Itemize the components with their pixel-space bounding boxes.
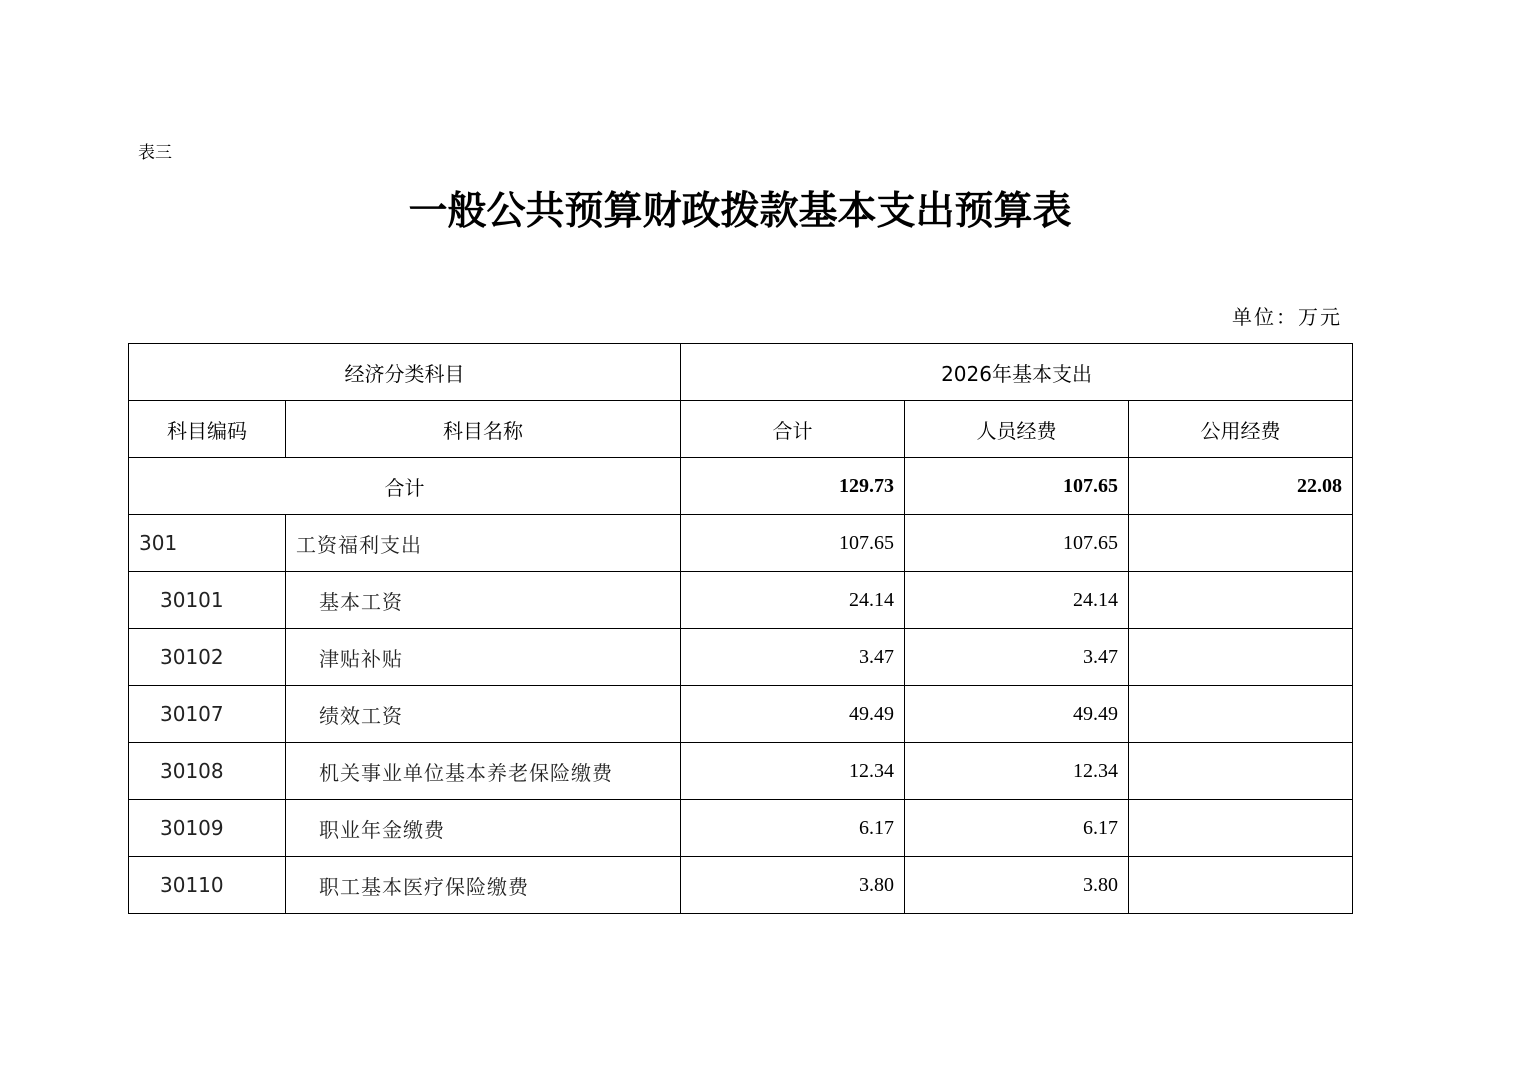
table-row xyxy=(129,572,1353,629)
header-total: 合计 xyxy=(681,401,905,458)
header-public-expense: 公用经费 xyxy=(1129,401,1353,458)
row-personnel: 24.14 xyxy=(905,572,1129,629)
row-total: 12.34 xyxy=(681,743,905,800)
row-public xyxy=(1129,572,1353,629)
row-total: 6.17 xyxy=(681,800,905,857)
table-row xyxy=(129,743,1353,800)
row-public xyxy=(1129,857,1353,914)
row-personnel: 3.47 xyxy=(905,629,1129,686)
row-personnel: 49.49 xyxy=(905,686,1129,743)
table-label: 表三 xyxy=(138,143,172,163)
header-group-row xyxy=(129,344,1353,401)
header-basic-expenditure-2026: 2026年基本支出 xyxy=(681,344,1353,401)
table-row xyxy=(129,629,1353,686)
row-name: 工资福利支出 xyxy=(286,515,681,572)
row-total: 3.47 xyxy=(681,629,905,686)
row-code: 30108 xyxy=(129,743,286,800)
row-code: 30110 xyxy=(129,857,286,914)
row-public xyxy=(1129,686,1353,743)
header-subject-name: 科目名称 xyxy=(286,401,681,458)
row-name: 机关事业单位基本养老保险缴费 xyxy=(286,743,681,800)
row-public xyxy=(1129,800,1353,857)
row-personnel: 12.34 xyxy=(905,743,1129,800)
row-code: 301 xyxy=(129,515,286,572)
row-name: 基本工资 xyxy=(286,572,681,629)
header-column-row xyxy=(129,401,1353,458)
total-row-personnel: 107.65 xyxy=(905,458,1129,515)
row-total: 3.80 xyxy=(681,857,905,914)
row-total: 49.49 xyxy=(681,686,905,743)
budget-table xyxy=(128,343,1353,914)
row-code: 30109 xyxy=(129,800,286,857)
row-public xyxy=(1129,515,1353,572)
row-public xyxy=(1129,629,1353,686)
row-personnel: 3.80 xyxy=(905,857,1129,914)
row-code: 30107 xyxy=(129,686,286,743)
row-code: 30102 xyxy=(129,629,286,686)
table-row xyxy=(129,857,1353,914)
header-economic-classification: 经济分类科目 xyxy=(129,344,681,401)
row-name: 津贴补贴 xyxy=(286,629,681,686)
row-personnel: 107.65 xyxy=(905,515,1129,572)
table-row xyxy=(129,515,1353,572)
table-row xyxy=(129,800,1353,857)
header-personnel-expense: 人员经费 xyxy=(905,401,1129,458)
row-name: 绩效工资 xyxy=(286,686,681,743)
row-name: 职工基本医疗保险缴费 xyxy=(286,857,681,914)
total-row-public: 22.08 xyxy=(1129,458,1353,515)
row-code: 30101 xyxy=(129,572,286,629)
row-personnel: 6.17 xyxy=(905,800,1129,857)
row-public xyxy=(1129,743,1353,800)
total-row-total: 129.73 xyxy=(681,458,905,515)
row-total: 107.65 xyxy=(681,515,905,572)
table-row xyxy=(129,686,1353,743)
header-subject-code: 科目编码 xyxy=(129,401,286,458)
page-title: 一般公共预算财政拨款基本支出预算表 xyxy=(408,188,1072,234)
total-row xyxy=(129,458,1353,515)
unit-label: 单位：万元 xyxy=(1232,305,1342,329)
row-total: 24.14 xyxy=(681,572,905,629)
row-name: 职业年金缴费 xyxy=(286,800,681,857)
total-row-label: 合计 xyxy=(129,458,681,515)
